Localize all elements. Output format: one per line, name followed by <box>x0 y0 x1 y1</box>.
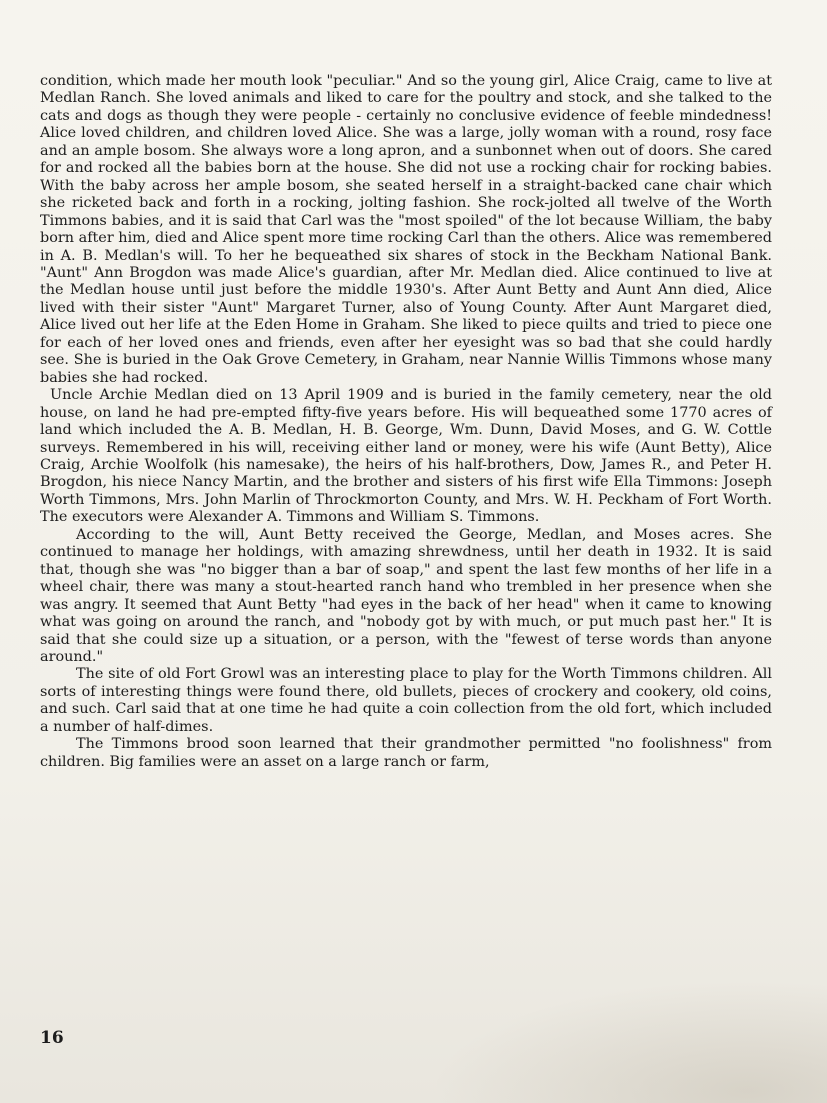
paragraph-alice-craig: condition, which made her mouth look "peculiar." And so the young girl, Alice Craig, came to live at Medlan Ranch. She loved animals and liked to care for the poultry and stock, and she talked to the cats and dogs as though they were people - certainly no conclusive evidence of feeble mindedness! Alice loved children, and children loved Alice. She was a large, jolly woman with a round, rosy face and an ample bosom. She always wore a long apron, and a sunbonnet when out of doors. She cared for and rocked all the babies born at the house. She did not use a rocking chair for rocking babies. With the baby across her ample bosom, she seated herself in a straight-backed cane chair which she ricketed back and forth in a rocking, jolting fashion. She rock-jolted all twelve of the Worth Timmons babies, and it is said that Carl was the "most spoiled" of the lot because William, the baby born after him, died and Alice spent more time rocking Carl than the others. Alice was remembered in A. B. Medlan's will. To her he bequeathed six shares of stock in the Beckham National Bank. "Aunt" Ann Brogdon was made Alice's guardian, after Mr. Medlan died. Alice continued to live at the Medlan house until just before the middle 1930's. After Aunt Betty and Aunt Ann died, Alice lived with their sister "Aunt" Margaret Turner, also of Young County. After Aunt Margaret died, Alice lived out her life at the Eden Home in Graham. She liked to piece quilts and tried to piece one for each of her loved ones and friends, even after her eyesight was so bad that she could hardly see. She is buried in the Oak Grove Cemetery, in Graham, near Nannie Willis Timmons whose many babies she had rocked. <box>40 73 772 386</box>
page-number: 16 <box>40 1028 64 1048</box>
paragraph-fort-growl: The site of old Fort Growl was an interesting place to play for the Worth Timmons children. All sorts of interesting things were found there, old bullets, pieces of crockery and cookery, old coins, and such. Carl said that at one time he had quite a coin collection from the old fort, which included a number of half-dimes. <box>40 666 772 735</box>
paragraph-uncle-archie-will: Uncle Archie Medlan died on 13 April 1909 and is buried in the family cemetery, near the old house, on land he had pre-empted fifty-five years before. His will bequeathed some 1770 acres of land which included the A. B. Medlan, H. B. George, Wm. Dunn, David Moses, and G. W. Cottle surveys. Remembered in his will, receiving either land or money, were his wife (Aunt Betty), Alice Craig, Archie Woolfolk (his namesake), the heirs of his half-brothers, Dow, James R., and Peter H. Brogdon, his niece Nancy Martin, and the brother and sisters of his first wife Ella Timmons: Joseph Worth Timmons, Mrs. John Marlin of Throckmorton County, and Mrs. W. H. Peckham of Fort Worth. The executors were Alexander A. Timmons and William S. Timmons. <box>40 387 772 526</box>
body-text <box>40 73 772 771</box>
scan-shadow <box>430 980 827 1103</box>
paragraph-timmons-brood: The Timmons brood soon learned that their grandmother permitted "no foolishness" from children. Big families were an asset on a large ranch or farm, <box>40 736 772 770</box>
paragraph-aunt-betty: According to the will, Aunt Betty received the George, Medlan, and Moses acres. She continued to manage her holdings, with amazing shrewdness, until her death in 1932. It is said that, though she was "no bigger than a bar of soap," and spent the last few months of her life in a wheel chair, there was many a stout-hearted ranch hand who trembled in her presence when she was angry. It seemed that Aunt Betty "had eyes in the back of her head" when it came to knowing what was going on around the ranch, and "nobody got by with much, or put much past her." It is said that she could size up a situation, or a person, with the "fewest of terse words than anyone around." <box>40 526 772 665</box>
